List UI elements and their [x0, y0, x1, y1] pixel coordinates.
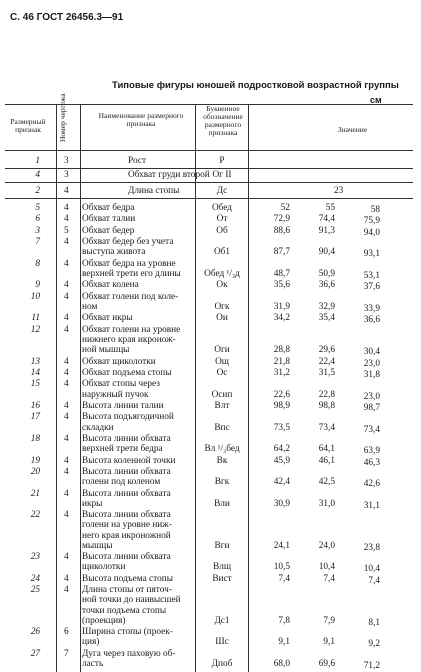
- drawing-number: 7: [64, 648, 69, 659]
- row-number: 26: [30, 627, 40, 638]
- feature-value: 7,4: [323, 573, 335, 584]
- row-number: 15: [30, 379, 40, 390]
- feature-value: 35,6: [273, 280, 290, 291]
- feature-name-line: Обхват подъема стопы: [82, 368, 172, 378]
- feature-name-line: Обхват голени на уровне: [82, 324, 181, 335]
- drawing-number: 4: [64, 313, 69, 324]
- feature-name-line: Обхват бедра: [82, 203, 135, 213]
- drawing-number: 4: [64, 488, 69, 499]
- feature-value: 68,0: [273, 659, 290, 669]
- feature-name-line: Дуга через паховую об-: [82, 648, 176, 659]
- feature-code: Ои: [216, 313, 228, 324]
- feature-name-line: ной точки до наивысшей: [82, 595, 181, 606]
- feature-name-line: Ширина стопы (проек-: [82, 627, 173, 638]
- feature-name-line: ция): [82, 637, 100, 648]
- drawing-number: 4: [64, 467, 69, 477]
- feature-name-line: Обхват щиколотки: [82, 356, 156, 367]
- col-header-notation: Буквенное обозначение размерного признака: [203, 104, 243, 137]
- row-divider: [5, 182, 413, 183]
- row-number: 16: [30, 401, 40, 411]
- row-number: 9: [35, 280, 40, 291]
- row-number: 5: [35, 203, 40, 213]
- row-divider: [5, 198, 413, 199]
- feature-name-line: наружный пучок: [82, 389, 149, 400]
- feature-value: 88,6: [273, 225, 290, 236]
- page-header: С. 46 ГОСТ 26456.3—91: [10, 12, 124, 23]
- drawing-number: 4: [64, 368, 69, 378]
- feature-value: 36,6: [363, 315, 380, 326]
- feature-value: 22,4: [318, 356, 335, 367]
- row-number: 24: [30, 573, 40, 584]
- feature-code: Об1: [213, 247, 231, 258]
- feature-name-line: голени на уровне ниж-: [82, 520, 172, 531]
- row-number: 2: [35, 186, 40, 196]
- row-number: 14: [30, 368, 40, 378]
- drawing-number: 4: [64, 324, 69, 335]
- feature-value: 22,8: [318, 389, 335, 400]
- column-divider: [248, 104, 249, 672]
- feature-value: 31,1: [363, 500, 380, 511]
- drawing-number: 4: [64, 291, 69, 302]
- feature-value: 73,4: [318, 422, 335, 433]
- drawing-number: 4: [64, 379, 69, 390]
- feature-value: 9,2: [368, 639, 380, 650]
- feature-value: 35,4: [318, 313, 335, 324]
- feature-value: 98,9: [273, 401, 290, 411]
- feature-value: 7,9: [323, 615, 335, 626]
- feature-value: 31,2: [273, 368, 290, 378]
- drawing-number: 4: [64, 434, 69, 444]
- feature-code: Дпоб: [211, 659, 233, 669]
- feature-name-line: Высота подъягодичной: [82, 412, 174, 423]
- feature-value: 7,8: [278, 615, 290, 626]
- drawing-number: 4: [64, 401, 69, 411]
- feature-code: Ог II: [212, 170, 232, 180]
- row-number: 6: [35, 214, 40, 225]
- feature-value: 98,8: [318, 401, 335, 411]
- feature-value: 90,4: [318, 247, 335, 258]
- feature-code: Ок: [216, 280, 228, 291]
- feature-value: 91,3: [318, 225, 335, 236]
- feature-name-line: Высота линии обхвата: [82, 488, 171, 499]
- feature-value: 98,7: [363, 403, 380, 413]
- feature-value: 50,9: [318, 269, 335, 279]
- feature-name-line: Высота коленной точки: [82, 455, 176, 466]
- feature-code: Р: [219, 156, 225, 166]
- feature-value: 8,1: [368, 617, 380, 628]
- row-number: 11: [31, 313, 40, 324]
- feature-name-line: Обхват голени под коле-: [82, 291, 179, 302]
- feature-value: 52: [280, 203, 290, 213]
- feature-value: 58: [370, 205, 380, 215]
- drawing-number: 4: [64, 214, 69, 225]
- feature-value: 64,1: [318, 444, 335, 455]
- drawing-number: 5: [64, 225, 69, 236]
- feature-value: 55: [325, 203, 335, 213]
- feature-name-line: Обхват стопы через: [82, 379, 160, 390]
- feature-code: Обед: [211, 203, 233, 213]
- feature-code: Оги: [214, 345, 230, 356]
- feature-code: Влщ: [213, 562, 231, 573]
- drawing-number: 4: [64, 573, 69, 584]
- row-number: 20: [30, 467, 40, 477]
- feature-code: Вги: [214, 540, 230, 551]
- feature-name-line: икры: [82, 498, 103, 509]
- feature-code: Огк: [214, 302, 230, 312]
- feature-value: 10,5: [273, 562, 290, 573]
- feature-value: 74,4: [318, 214, 335, 225]
- feature-name-line: ном: [82, 302, 98, 312]
- row-number: 8: [35, 258, 40, 269]
- feature-name-line: Высота линии обхвата: [82, 467, 171, 477]
- row-number: 19: [30, 455, 40, 466]
- feature-name-line: точки подъема стопы: [82, 605, 167, 616]
- feature-name-line: голени под коленом: [82, 477, 161, 488]
- feature-value: 48,7: [273, 269, 290, 279]
- feature-code: Шс: [215, 637, 229, 648]
- feature-name: Рост: [128, 156, 147, 166]
- row-number: 12: [30, 324, 40, 335]
- drawing-number: 4: [64, 412, 69, 423]
- feature-code: Вгк: [214, 477, 230, 488]
- feature-value: 34,2: [273, 313, 290, 324]
- feature-value: 23,0: [363, 358, 380, 369]
- feature-value: 33,9: [363, 304, 380, 314]
- drawing-number: 4: [64, 552, 69, 563]
- feature-name-line: Обхват талии: [82, 214, 136, 225]
- feature-value: 69,6: [318, 659, 335, 669]
- feature-name-line: Высота линии талии: [82, 401, 164, 411]
- feature-value: 9,1: [323, 637, 335, 648]
- feature-value: 30,9: [273, 498, 290, 509]
- feature-value: 32,9: [318, 302, 335, 312]
- feature-value: 24,0: [318, 540, 335, 551]
- feature-name-line: ласть: [82, 659, 104, 669]
- feature-code: Вл ¹/₃бед: [204, 444, 240, 455]
- drawing-number: 4: [64, 258, 69, 269]
- feature-value: 42,4: [273, 477, 290, 488]
- feature-value: 63,9: [363, 446, 380, 457]
- feature-value: 7,4: [368, 575, 380, 586]
- feature-code: Ос: [216, 368, 228, 378]
- row-number: 23: [30, 552, 40, 563]
- row-number: 17: [30, 412, 40, 423]
- feature-name-line: Высота линии обхвата: [82, 510, 171, 521]
- feature-name-line: ной мышцы: [82, 345, 130, 356]
- feature-value: 94,0: [363, 227, 380, 238]
- feature-value: 23: [334, 186, 344, 196]
- table-title: Типовые фигуры юношей подростковой возрастной группы: [112, 80, 399, 91]
- column-divider: [56, 104, 57, 672]
- row-number: 1: [35, 156, 40, 166]
- feature-value: 9,1: [278, 637, 290, 648]
- column-divider: [195, 104, 196, 672]
- feature-code: Влт: [214, 401, 230, 411]
- feature-name: Обхват груди второй: [128, 170, 210, 180]
- feature-code: От: [216, 214, 228, 225]
- feature-value: 71,2: [363, 661, 380, 671]
- feature-value: 31,8: [363, 370, 380, 380]
- drawing-number: 4: [64, 186, 69, 196]
- feature-code: Вист: [212, 573, 232, 584]
- feature-value: 46,3: [363, 457, 380, 468]
- feature-value: 30,4: [363, 347, 380, 358]
- drawing-number: 6: [64, 627, 69, 638]
- row-number: 21: [30, 488, 40, 499]
- drawing-number: 4: [64, 203, 69, 213]
- drawing-number: 4: [64, 280, 69, 291]
- feature-value: 45,9: [273, 455, 290, 466]
- feature-value: 23,0: [363, 391, 380, 402]
- feature-code: Ощ: [215, 356, 229, 367]
- row-number: 22: [30, 510, 40, 521]
- drawing-number: 4: [64, 356, 69, 367]
- feature-value: 10,4: [363, 564, 380, 575]
- drawing-number: 4: [64, 510, 69, 521]
- row-divider: [5, 168, 413, 169]
- feature-value: 73,5: [273, 422, 290, 433]
- col-header-drawing-no: Номер чертежа: [58, 93, 67, 142]
- feature-value: 93,1: [363, 249, 380, 260]
- feature-name-line: (проекция): [82, 615, 126, 626]
- feature-value: 23,8: [363, 542, 380, 553]
- feature-name-line: Высота линии обхвата: [82, 552, 171, 563]
- feature-name-line: верхней трети его длины: [82, 269, 181, 279]
- feature-value: 42,6: [363, 479, 380, 490]
- feature-name-line: верхней трети бедра: [82, 444, 163, 455]
- row-number: 4: [35, 170, 40, 180]
- feature-code: Об: [216, 225, 228, 236]
- row-number: 7: [35, 237, 40, 248]
- col-header-feature-size: Размерный признак: [10, 117, 46, 134]
- col-header-value: Значение: [337, 125, 368, 134]
- feature-name-line: Обхват икры: [82, 313, 133, 324]
- feature-value: 31,9: [273, 302, 290, 312]
- feature-value: 73,4: [363, 424, 380, 435]
- feature-name-line: складки: [82, 422, 114, 433]
- feature-name-line: Высота линии обхвата: [82, 434, 171, 444]
- row-number: 18: [30, 434, 40, 444]
- column-divider: [80, 104, 81, 672]
- drawing-number: 4: [64, 237, 69, 248]
- feature-value: 21,8: [273, 356, 290, 367]
- feature-name-line: Высота подъема стопы: [82, 573, 173, 584]
- feature-value: 87,7: [273, 247, 290, 258]
- drawing-number: 3: [64, 170, 69, 180]
- drawing-number: 3: [64, 156, 69, 166]
- row-number: 25: [30, 585, 40, 596]
- unit-label: см: [370, 95, 382, 105]
- feature-code: Дс1: [214, 615, 230, 626]
- feature-code: Дс: [216, 186, 228, 196]
- feature-value: 7,4: [278, 573, 290, 584]
- feature-value: 37,6: [363, 282, 380, 293]
- feature-name-line: Обхват бедер без учета: [82, 237, 174, 248]
- feature-code: Впс: [214, 422, 230, 433]
- feature-name-line: Обхват бедра на уровне: [82, 258, 176, 269]
- feature-value: 28,8: [273, 345, 290, 356]
- feature-name-line: мышцы: [82, 540, 113, 551]
- feature-value: 24,1: [273, 540, 290, 551]
- row-number: 13: [30, 356, 40, 367]
- feature-value: 72,9: [273, 214, 290, 225]
- row-number: 27: [30, 648, 40, 659]
- col-header-name: Наименование размерного признака: [98, 111, 184, 128]
- feature-value: 36,6: [318, 280, 335, 291]
- feature-value: 46,1: [318, 455, 335, 466]
- feature-value: 31,0: [318, 498, 335, 509]
- feature-name: Длина стопы: [128, 186, 180, 196]
- feature-name-line: щиколотки: [82, 562, 126, 573]
- feature-name-line: Обхват колена: [82, 280, 139, 291]
- feature-name-line: нижнего края икронож-: [82, 335, 176, 345]
- feature-value: 42,5: [318, 477, 335, 488]
- feature-code: Обед ¹/₃д: [204, 269, 240, 279]
- feature-value: 64,2: [273, 444, 290, 455]
- feature-value: 22,6: [273, 389, 290, 400]
- feature-code: Вли: [214, 498, 230, 509]
- feature-value: 29,6: [318, 345, 335, 356]
- feature-value: 75,9: [363, 216, 380, 227]
- feature-value: 10,4: [318, 562, 335, 573]
- feature-name-line: него края икроножной: [82, 530, 171, 541]
- feature-value: 31,5: [318, 368, 335, 378]
- feature-name-line: Обхват бедер: [82, 225, 135, 236]
- row-number: 10: [30, 291, 40, 302]
- row-number: 3: [35, 225, 40, 236]
- feature-name-line: выступа живота: [82, 247, 146, 258]
- feature-code: Осип: [211, 389, 233, 400]
- drawing-number: 4: [64, 455, 69, 466]
- feature-name-line: Длина стопы от пяточ-: [82, 585, 172, 596]
- feature-code: Вк: [216, 455, 228, 466]
- drawing-number: 4: [64, 585, 69, 596]
- feature-value: 53,1: [363, 271, 380, 281]
